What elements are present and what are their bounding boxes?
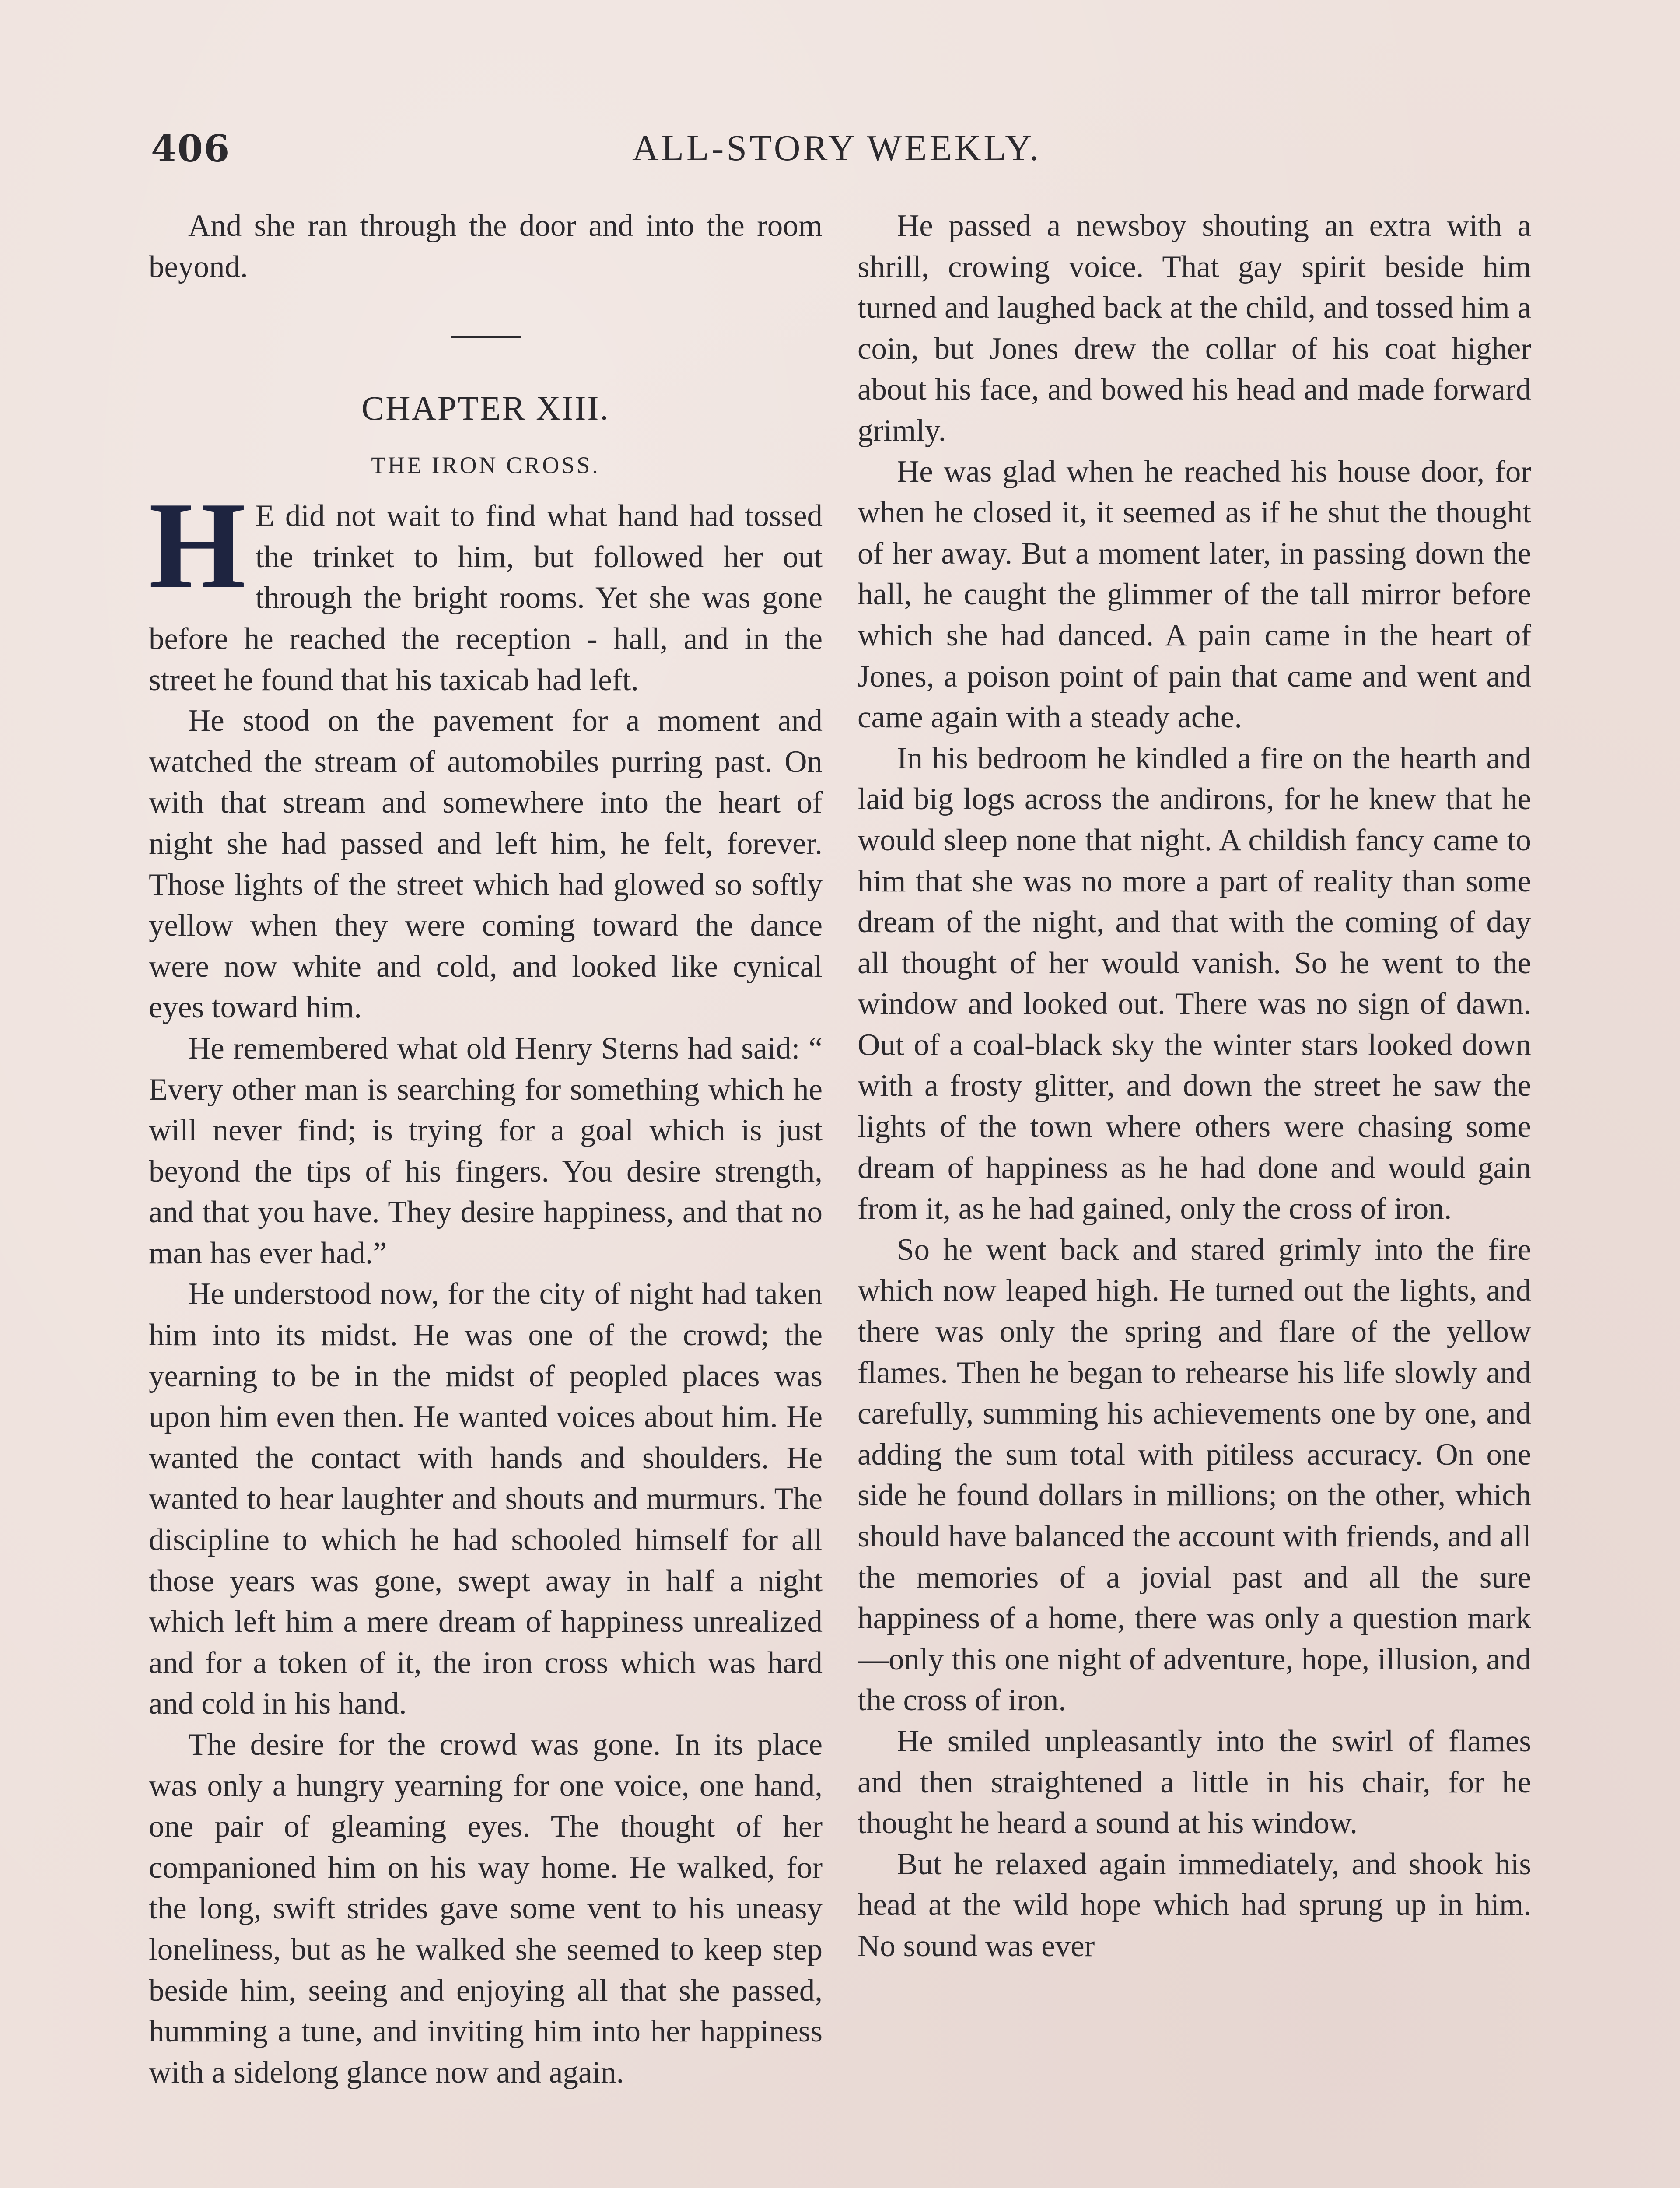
text-columns <box>149 206 1540 2188</box>
paragraph: He remembered what old Henry Sterns had said: “ Every other man is searching for something which he will never find; is trying for a goal which is just beyond the tips of his fingers. You desire strength, and that you have. They desire happiness, and that no man has ever had.” <box>149 1031 822 1270</box>
drop-cap-letter: H <box>149 476 246 615</box>
paragraph: So he went back and stared grimly into the fire which now leaped high. He turned out the lights, and there was only the spring and flare of the yellow flames. Then he began to rehearse his life slowly and carefully, summing his achievements one by one, and adding the sum total with pitiless accuracy. On one side he found dollars in millions; on the other, which should have balanced the account with friends, and all the memories of a jovial past and all the sure happiness of a home, there was only a question mark—only this one night of adventure, hope, illusion, and the cross of iron. <box>858 1232 1531 1718</box>
paragraph: In his bedroom he kindled a fire on the hearth and laid big logs across the andirons, for he knew that he would sleep none that night. A childish fancy came to him that she was no more a part of reality than some dream of the night, and that with the coming of day all thought of her would vanish. So he went to the window and looked out. There was no sign of dawn. Out of a coal-black sky the winter stars looked down with a frosty glitter, and down the street he saw the lights of the town where others were chasing some dream of happiness as he had done and would gain from it, as he had gained, only the cross of iron. <box>858 741 1531 1226</box>
opening-paragraph: And she ran through the door and into the room beyond. <box>149 209 822 284</box>
chapter-subtitle: THE IRON CROSS. <box>371 452 600 479</box>
page-header <box>151 127 1533 184</box>
paragraph: He understood now, for the city of night had taken him into its midst. He was one of the crowd; the yearning to be in the midst of peopled places was upon him even then. He wanted voices about him. He wanted the contact with hands and shoulders. He wanted to hear laughter and shouts and murmurs. The discipline to which he had schooled himself for all those years was gone, swept away in half a night which left him a mere dream of happiness unrealized and for a token of it, the iron cross which was hard and cold in his hand. <box>149 1277 822 1721</box>
first-paragraph-text: E did not wait to find what hand had tossed the trinket to him, but followed her out through the bright rooms. Yet she was gone before he reached the reception - hall, and in the street he found that his taxicab had left. <box>149 499 822 697</box>
paragraph: He smiled unpleasantly into the swirl of flames and then straightened a little in his chair, for he thought he heard a sound at his window. <box>858 1724 1531 1841</box>
right-column <box>858 206 1531 2188</box>
paragraph: He stood on the pavement for a moment and watched the stream of automobiles purring past. On with that stream and somewhere into the heart of night she had passed and left him, he felt, forever. Those lights of the street which had glowed so softly yellow when they were coming toward the dance were now white and cold, and looked like cynical eyes toward him. <box>149 704 822 1025</box>
paragraph: He passed a newsboy shouting an extra with a shrill, crowing voice. That gay spirit beside him turned and laughed back at the child, and tossed him a coin, but Jones drew the collar of his coat higher about his face, and bowed his head and made forward grimly. <box>858 209 1531 448</box>
page-number: 406 <box>151 127 231 170</box>
paragraph: But he relaxed again immediately, and shook his head at the wild hope which had sprung up in him. No sound was ever <box>858 1847 1531 1963</box>
running-title: ALL-STORY WEEKLY. <box>632 128 1042 168</box>
paragraph: The desire for the crowd was gone. In its place was only a hungry yearning for one voice, one hand, one pair of gleaming eyes. The thought of her companioned him on his way home. He walked, for the long, swift strides gave some vent to his uneasy loneliness, but as he walked she seemed to keep step beside him, seeing and enjoying all that she passed, humming a tune, and inviting him into her happiness with a sidelong glance now and again. <box>149 1728 822 2090</box>
chapter-title: CHAPTER XIII. <box>361 389 610 428</box>
left-column <box>149 206 822 2188</box>
paragraph: He was glad when he reached his house door, for when he closed it, it seemed as if he shut the thought of her away. But a moment later, in passing down the hall, he caught the glimmer of the tall mirror before which she had danced. A pain came in the heart of Jones, a poison point of pain that came and went and came again with a steady ache. <box>858 454 1531 735</box>
section-divider <box>451 336 521 338</box>
chapter-first-paragraph <box>149 476 822 701</box>
